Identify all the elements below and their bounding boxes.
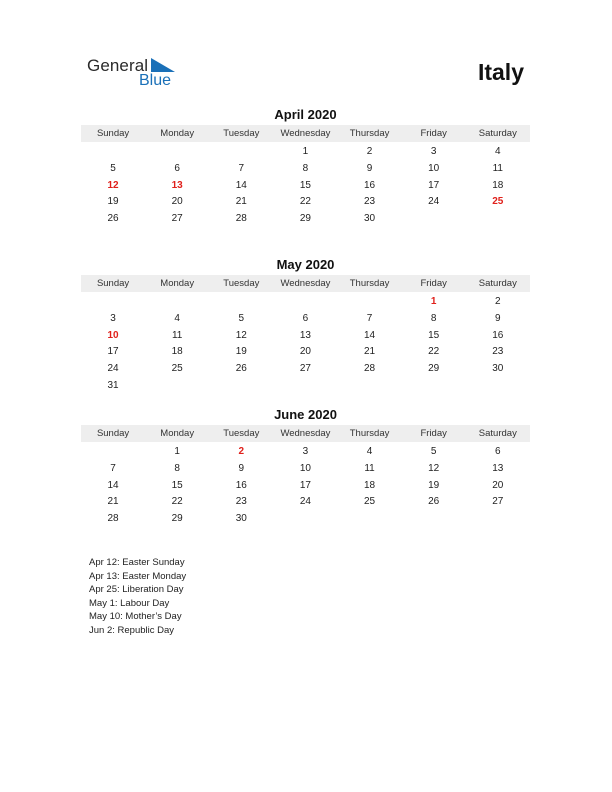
day-cell: 28: [235, 213, 247, 225]
country-title: Italy: [477, 59, 524, 85]
day-cell: 25: [364, 496, 376, 508]
day-cell: 28: [364, 363, 376, 375]
weekday-label: Tuesday: [223, 278, 260, 289]
day-cell: 23: [364, 196, 376, 208]
day-cell: 28: [107, 513, 119, 525]
day-cell: 12: [235, 329, 247, 341]
day-cell: [209, 144, 273, 161]
week-row: [81, 161, 530, 178]
week-row: [81, 378, 530, 395]
day-cell: [338, 511, 402, 528]
logo-triangle-icon: [151, 58, 177, 74]
day-cell: 30: [235, 513, 247, 525]
holiday-list: [89, 556, 186, 638]
day-cell: 4: [366, 446, 373, 457]
day-cell: [402, 211, 466, 228]
day-cell: 16: [492, 329, 504, 341]
day-cell: 7: [366, 312, 373, 324]
week-row: [81, 178, 530, 195]
day-cell: 19: [428, 479, 440, 491]
weekday-header-row: [81, 425, 530, 442]
day-cell: 15: [428, 329, 440, 341]
day-cell: 8: [302, 162, 309, 174]
day-cell: 6: [495, 446, 501, 457]
day-cell: 9: [366, 162, 373, 174]
day-cell: 20: [299, 346, 311, 358]
day-cell: 1: [302, 146, 309, 157]
day-cell: 17: [107, 346, 119, 358]
weekday-label: Monday: [160, 128, 195, 139]
week-row: [81, 361, 530, 378]
day-cell: 14: [235, 179, 247, 191]
day-cell: 24: [299, 496, 311, 508]
day-cell: 18: [492, 179, 504, 191]
holiday-list-item: May 1: Labour Day: [89, 597, 170, 609]
day-cell: 25: [171, 363, 183, 375]
day-cell: 22: [428, 346, 440, 358]
day-cell: 27: [492, 496, 504, 508]
day-cell: [338, 378, 402, 395]
day-cell: [81, 144, 145, 161]
day-cell: 29: [171, 513, 183, 525]
day-cell: 17: [428, 179, 440, 191]
day-cell: [145, 294, 209, 311]
day-cell: 5: [430, 446, 437, 457]
weekday-label: Sunday: [96, 128, 130, 139]
month-calendar: [81, 256, 530, 395]
month-title: May 2020: [276, 257, 335, 272]
holiday-list-item: Apr 25: Liberation Day: [89, 584, 184, 596]
logo-text-blue: Blue: [139, 72, 172, 89]
weekday-label: Saturday: [478, 278, 517, 289]
week-row: [81, 294, 530, 311]
day-cell: 27: [171, 213, 183, 225]
day-cell: 9: [495, 312, 501, 324]
month-calendar: [81, 406, 530, 528]
week-row: [81, 344, 530, 361]
week-row: [81, 194, 530, 211]
day-cell: 18: [364, 479, 376, 491]
week-row: [81, 328, 530, 345]
week-row: [81, 144, 530, 161]
day-cell: [466, 378, 530, 395]
week-row: [81, 311, 530, 328]
weekday-label: Monday: [160, 278, 195, 289]
weekday-label: Monday: [160, 428, 195, 439]
weekday-label: Wednesday: [280, 278, 331, 289]
week-row: [81, 211, 530, 228]
day-cell: [466, 511, 530, 528]
day-cell: 13: [299, 329, 311, 341]
day-cell: 27: [299, 363, 311, 375]
day-cell: [273, 511, 337, 528]
day-cell: 10: [428, 162, 440, 174]
holiday-day-cell: 25: [492, 196, 504, 208]
day-cell: 7: [110, 462, 116, 474]
day-cell: 5: [238, 312, 245, 324]
day-cell: 9: [238, 462, 245, 474]
week-row: [81, 444, 530, 461]
weekday-label: Thursday: [349, 128, 390, 139]
day-cell: 14: [107, 479, 119, 491]
weekday-label: Saturday: [478, 128, 517, 139]
holiday-list-item: Jun 2: Republic Day: [89, 624, 175, 636]
day-cell: 22: [299, 196, 311, 208]
day-cell: 17: [299, 479, 311, 491]
holiday-day-cell: 1: [430, 296, 437, 307]
day-cell: 31: [107, 379, 119, 391]
day-cell: 20: [492, 479, 504, 491]
day-cell: [145, 378, 209, 395]
day-cell: [209, 294, 273, 311]
day-cell: 19: [107, 196, 119, 208]
holiday-list-item: Apr 12: Easter Sunday: [89, 557, 185, 568]
week-row: [81, 494, 530, 511]
day-cell: 30: [364, 213, 376, 225]
holiday-list-item: May 10: Mother’s Day: [89, 611, 182, 623]
day-cell: 2: [366, 146, 373, 157]
day-cell: 22: [171, 496, 183, 508]
day-cell: 29: [428, 363, 440, 375]
holiday-day-cell: 12: [107, 179, 119, 191]
day-cell: 3: [302, 446, 309, 457]
holiday-day-cell: 2: [238, 446, 245, 457]
day-cell: [402, 511, 466, 528]
weekday-label: Wednesday: [280, 428, 331, 439]
day-cell: 6: [302, 312, 309, 324]
month-title: April 2020: [274, 107, 337, 122]
logo-text-general: General: [87, 56, 149, 75]
day-cell: 24: [107, 363, 119, 375]
day-cell: 6: [174, 162, 180, 174]
day-cell: 26: [107, 213, 119, 225]
weekday-label: Sunday: [96, 428, 130, 439]
day-cell: 15: [299, 179, 311, 191]
weekday-label: Saturday: [478, 428, 517, 439]
day-cell: 14: [364, 329, 376, 341]
day-cell: 1: [174, 446, 180, 457]
day-cell: 24: [428, 196, 440, 208]
day-cell: 8: [174, 462, 180, 474]
day-cell: [338, 294, 402, 311]
weekday-label: Tuesday: [223, 128, 260, 139]
day-cell: [81, 444, 145, 461]
day-cell: 7: [238, 162, 245, 174]
day-cell: 5: [110, 162, 116, 174]
day-cell: 20: [171, 196, 183, 208]
day-cell: [209, 378, 273, 395]
day-cell: 21: [107, 496, 119, 508]
weekday-header-row: [81, 125, 530, 142]
day-cell: 18: [171, 346, 183, 358]
week-row: [81, 511, 530, 528]
weekday-label: Thursday: [349, 278, 390, 289]
weekday-label: Friday: [420, 128, 447, 139]
weekday-header-row: [81, 275, 530, 292]
day-cell: [81, 294, 145, 311]
day-cell: 4: [174, 312, 180, 324]
day-cell: [145, 144, 209, 161]
day-cell: 3: [430, 146, 437, 157]
weekday-label: Friday: [420, 428, 447, 439]
holiday-day-cell: 10: [107, 329, 119, 341]
weekday-label: Sunday: [96, 278, 130, 289]
holiday-list-item: Apr 13: Easter Monday: [89, 570, 187, 582]
day-cell: 8: [430, 312, 437, 324]
day-cell: 4: [495, 146, 501, 157]
day-cell: 16: [235, 479, 247, 491]
day-cell: [466, 211, 530, 228]
day-cell: [273, 378, 337, 395]
day-cell: 11: [364, 462, 375, 474]
month-calendar: [81, 106, 530, 228]
holiday-day-cell: 13: [171, 179, 183, 191]
weekday-label: Wednesday: [280, 128, 331, 139]
day-cell: 11: [171, 329, 183, 341]
day-cell: 2: [495, 296, 501, 307]
day-cell: 29: [299, 213, 311, 225]
weekday-label: Tuesday: [223, 428, 260, 439]
day-cell: [402, 378, 466, 395]
week-row: [81, 478, 530, 495]
day-cell: 23: [235, 496, 247, 508]
day-cell: 21: [235, 196, 247, 208]
day-cell: 13: [492, 462, 504, 474]
weekday-label: Thursday: [349, 428, 390, 439]
day-cell: 21: [364, 346, 376, 358]
day-cell: [273, 294, 337, 311]
day-cell: 23: [492, 346, 504, 358]
day-cell: 12: [428, 462, 440, 474]
day-cell: 15: [171, 479, 183, 491]
week-row: [81, 461, 530, 478]
day-cell: 26: [235, 363, 247, 375]
day-cell: 16: [364, 179, 376, 191]
day-cell: 30: [492, 363, 504, 375]
day-cell: 3: [110, 312, 116, 324]
day-cell: 11: [492, 162, 503, 174]
day-cell: 10: [299, 462, 311, 474]
weekday-label: Friday: [420, 278, 447, 289]
generalblue-logo: [87, 56, 197, 92]
day-cell: 26: [428, 496, 440, 508]
month-title: June 2020: [274, 407, 337, 422]
day-cell: 19: [235, 346, 247, 358]
